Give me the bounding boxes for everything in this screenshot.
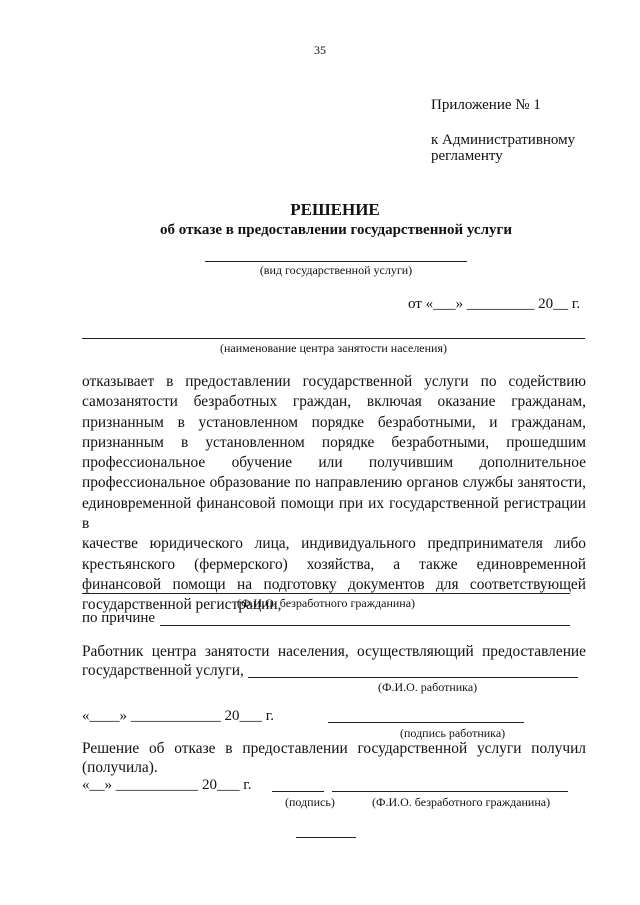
received-line2: (получила). <box>82 759 158 776</box>
worker-date: «____» ____________ 20___ г. <box>82 708 274 724</box>
worker-line1: Работник центра занятости населения, осуществляющий предоставление <box>82 643 586 660</box>
received-line1: Решение об отказе в предоставлении государственной услуги получил <box>82 740 586 757</box>
worker-line2: государственной услуги, <box>82 662 244 679</box>
appendix-line2: регламенту <box>431 148 503 164</box>
paragraph-line: единовременной финансовой помощи при их государственной регистрации в <box>82 494 586 533</box>
reason-line <box>160 625 570 626</box>
paragraph-line: профессиональное обучение или получившим дополнительное <box>82 454 586 472</box>
appendix-line1: к Административному <box>431 132 576 148</box>
center-name-caption: (наименование центра занятости населения) <box>219 341 447 355</box>
worker-signature-line <box>328 722 524 723</box>
worker-name-line <box>248 677 578 678</box>
appendix-title: Приложение № 1 <box>431 97 541 113</box>
worker-signature-caption: (подпись работника) <box>400 726 506 740</box>
citizen-caption: (Ф.И.О. безработного гражданина) <box>236 596 416 610</box>
decision-paragraph <box>82 372 586 616</box>
paragraph-line: самозанятости безработных граждан, включая оказание гражданам, <box>82 393 586 411</box>
center-name-line <box>82 338 585 339</box>
document-title: РЕШЕНИЕ <box>290 200 380 219</box>
service-type-line <box>205 261 467 262</box>
paragraph-line: государственной регистрации, <box>82 596 282 614</box>
paragraph-line: профессиональное образование по направлению органов службы занятости, <box>82 474 586 492</box>
received-date: «__» ___________ 20___ г. <box>82 777 252 793</box>
citizen-fullname-line <box>332 791 568 792</box>
signature-caption: (подпись) <box>285 795 335 809</box>
citizen-signature-line <box>272 791 324 792</box>
document-subtitle: об отказе в предоставлении государственной услуги <box>160 222 512 238</box>
page-number: 35 <box>314 43 326 57</box>
paragraph-line: финансовой помощи на подготовку документов для соответствующей <box>82 575 586 593</box>
paragraph-line: отказывает в предоставлении государственной услуги по содействию <box>82 373 586 390</box>
service-type-caption: (вид государственной услуги) <box>259 263 413 277</box>
citizen-name-line <box>82 593 570 594</box>
citizen-name-caption: (Ф.И.О. безработного гражданина) <box>372 795 551 809</box>
paragraph-line: признанным в установленном порядке безработными, прошедшим <box>82 433 586 451</box>
closing-rule <box>296 837 356 838</box>
paragraph-line: крестьянского (фермерского) хозяйства, а также единовременной <box>82 555 586 573</box>
worker-caption: (Ф.И.О. работника) <box>378 680 478 694</box>
reason-label: по причине <box>82 610 156 626</box>
paragraph-line: качестве юридического лица, индивидуального предпринимателя либо <box>82 535 586 553</box>
decision-date: от «___» _________ 20__ г. <box>408 296 581 312</box>
paragraph-line: признанным в установленном порядке безработными, и гражданам, <box>82 413 586 431</box>
